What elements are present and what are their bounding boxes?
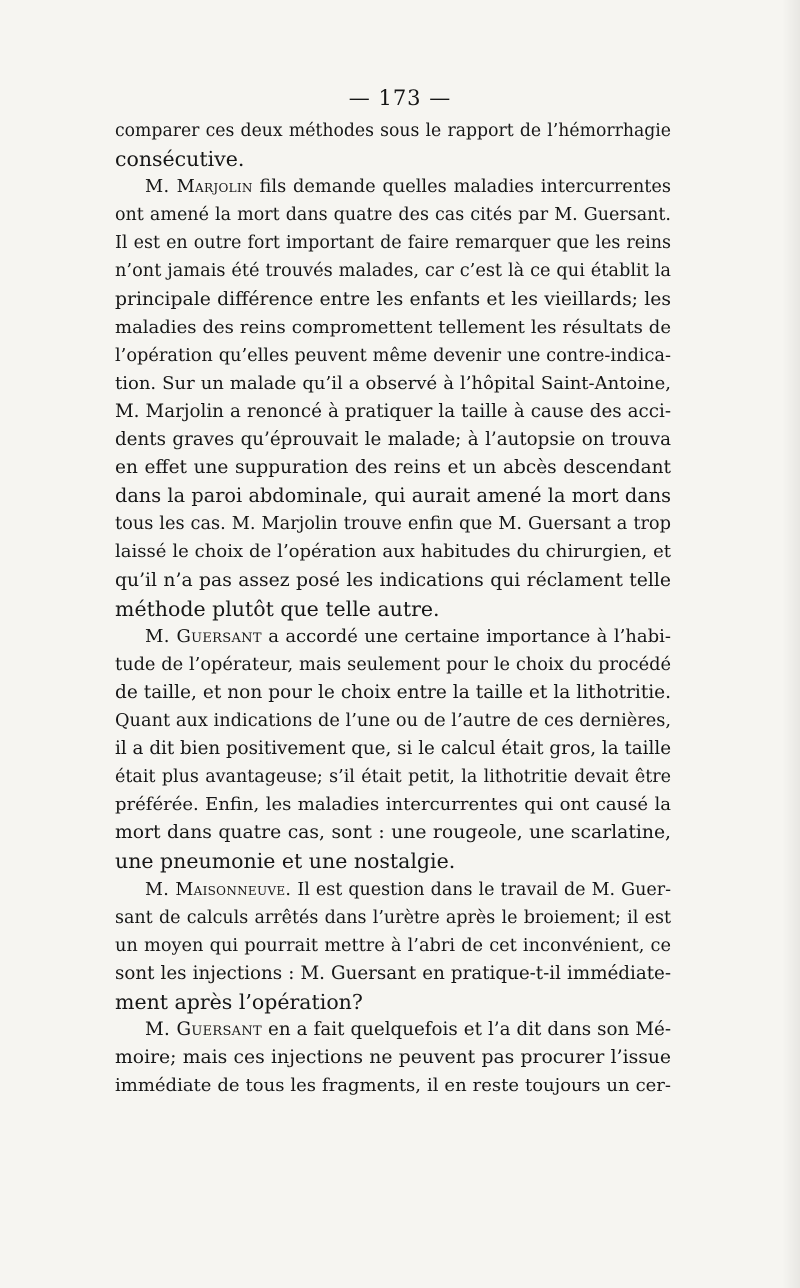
text-line: ont amené la mort dans quatre des cas cités par M. Guersant.	[115, 205, 671, 226]
text-line: était plus avantageuse; s’il était petit, la lithotritie devait être	[115, 767, 671, 788]
text-line: tude de l’opérateur, mais seulement pour le choix du procédé	[115, 654, 671, 675]
text-line: laissé le choix de l’opération aux habitudes du chirurgien, et	[115, 541, 671, 563]
text-line: en effet une suppuration des reins et un abcès descendant	[115, 457, 671, 479]
text-line: préférée. Enfin, les maladies intercurrentes qui ont causé la	[115, 794, 671, 816]
text-line: M. Maisonneuve. Il est question dans le travail de M. Guer-	[145, 879, 671, 900]
page-number: — 173 —	[348, 86, 452, 110]
text-line: tous les cas. M. Marjolin trouve enfin que M. Guersant a trop	[115, 514, 671, 535]
text-line: Il est en outre fort important de faire remarquer que les reins	[115, 233, 671, 254]
text-line: principale différence entre les enfants et les vieillards; les	[115, 288, 671, 310]
page-body-text	[115, 117, 671, 1100]
text-line: maladies des reins compromettent tellement les résultats de	[115, 316, 671, 338]
speaker-name: M. Maisonneuve.	[145, 879, 292, 900]
text-line: un moyen qui pourrait mettre à l’abri de cet inconvénient, ce	[115, 935, 671, 956]
text-line: comparer ces deux méthodes sous le rapport de l’hémorrhagie	[115, 121, 671, 141]
text-line: M. Guersant a accordé une certaine importance à l’habi-	[145, 625, 671, 647]
speaker-name: M. Guersant	[145, 625, 262, 647]
text-line: Quant aux indications de l’une ou de l’autre de ces dernières,	[115, 710, 671, 731]
text-line: n’ont jamais été trouvés malades, car c’est là ce qui établit la	[115, 261, 671, 282]
text-line: mort dans quatre cas, sont : une rougeole, une scarlatine,	[115, 822, 671, 844]
text-line: moire; mais ces injections ne peuvent pas procurer l’issue	[115, 1047, 671, 1069]
text-line: dans la paroi abdominale, qui aurait amené la mort dans	[115, 484, 671, 508]
speaker-name: M. Marjolin	[145, 177, 253, 198]
text-line: sant de calculs arrêtés dans l’urètre après le broiement; il est	[115, 907, 671, 928]
text-line: méthode plutôt que telle autre.	[115, 596, 440, 621]
text-line: une pneumonie et une nostalgie.	[115, 849, 456, 874]
text-line: M. Guersant en a fait quelquefois et l’a dit dans son Mé-	[145, 1019, 671, 1040]
text-line: M. Marjolin a renoncé à pratiquer la taille à cause des acci-	[115, 400, 671, 422]
text-line: consécutive.	[115, 147, 245, 172]
text-line: immédiate de tous les fragments, il en reste toujours un cer-	[115, 1075, 671, 1097]
text-line: qu’il n’a pas assez posé les indications qui réclament telle	[115, 569, 671, 591]
text-line: l’opération qu’elles peuvent même devenir une contre-indica-	[115, 345, 671, 366]
text-line: sont les injections : M. Guersant en pratique-t-il immédiate-	[115, 962, 671, 984]
text-line: il a dit bien positivement que, si le calcul était gros, la taille	[115, 738, 671, 760]
text-line: de taille, et non pour le choix entre la taille et la lithotritie.	[115, 681, 671, 703]
text-line: ment après l’opération?	[115, 989, 363, 1014]
speaker-name: M. Guersant	[145, 1019, 262, 1040]
text-line: dents graves qu’éprouvait le malade; à l’autopsie on trouva	[115, 429, 671, 451]
text-line: M. Marjolin fils demande quelles maladies intercurrentes	[145, 177, 671, 198]
text-line: tion. Sur un malade qu’il a observé à l’hôpital Saint-Antoine,	[115, 372, 671, 394]
scan-edge-shadow	[782, 0, 800, 1288]
